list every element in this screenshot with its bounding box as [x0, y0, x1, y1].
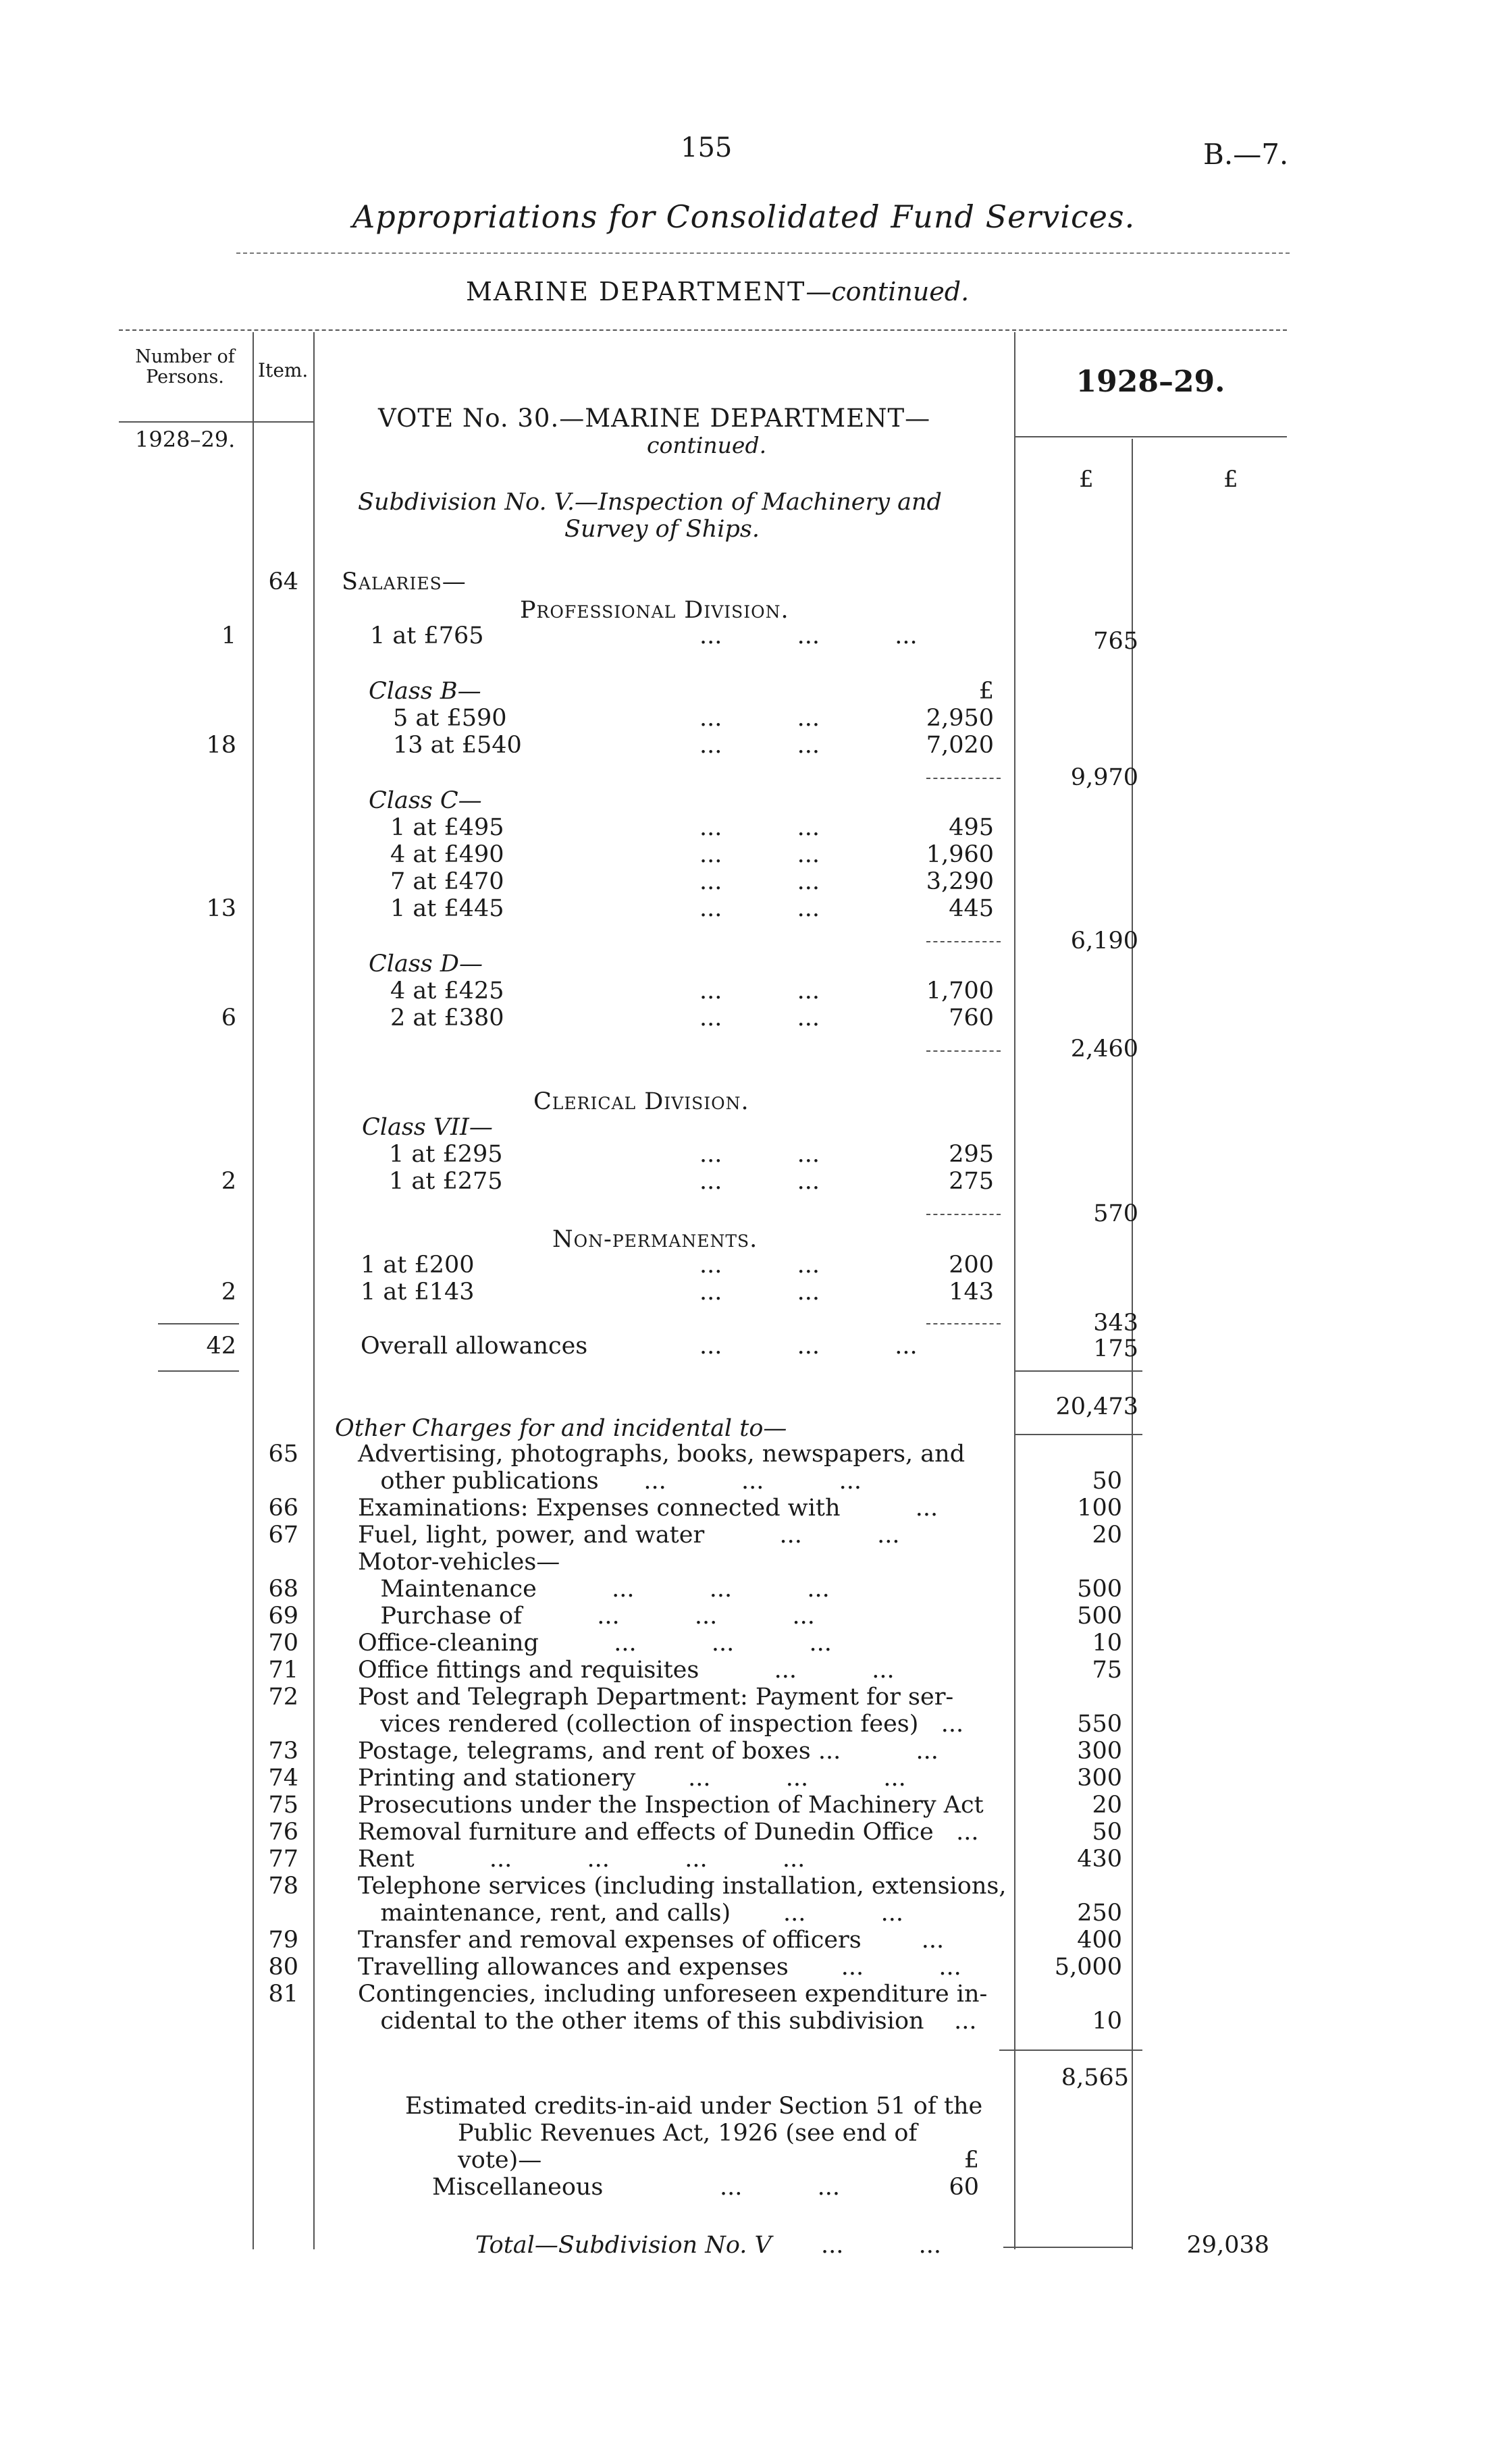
charge-item: 74	[268, 1765, 298, 1792]
persons-year-rule	[119, 421, 313, 423]
charge-item: 76	[268, 1819, 298, 1846]
department-heading	[466, 277, 969, 306]
pound-header-1: £	[1079, 466, 1094, 493]
nonperm-row-1-label: 1 at £200	[361, 1252, 475, 1279]
persons-total-rule	[158, 1323, 239, 1324]
charge-amount: 10	[1092, 2008, 1122, 2035]
persons-class-b: 18	[206, 732, 236, 759]
charge-item: 68	[268, 1576, 298, 1603]
charge-item: 75	[268, 1792, 298, 1819]
charge-item: 71	[268, 1657, 298, 1684]
subdivision-title-2: Survey of Ships.	[564, 516, 760, 543]
class-d-subtotal-rule	[926, 1050, 1001, 1052]
nonperm-subtotal-rule	[926, 1323, 1001, 1324]
charge-item: 67	[268, 1522, 298, 1549]
charge-amount: 430	[1077, 1846, 1122, 1873]
charge-item: 78	[268, 1873, 298, 1900]
class-c-row-3-dots: ... ...	[699, 868, 820, 895]
grand-total-amount: 29,038	[1186, 2232, 1269, 2259]
class-vii-row-2-amount: 275	[949, 1168, 994, 1195]
class-vii-row-1-label: 1 at £295	[389, 1141, 503, 1168]
charge-text: Office fittings and requisites ... ...	[358, 1657, 895, 1684]
charge-amount: 20	[1092, 1792, 1122, 1819]
persons-class-d: 6	[221, 1005, 236, 1032]
class-c-row-2-label: 4 at £490	[390, 841, 504, 868]
persons-nonperm: 2	[221, 1279, 236, 1306]
persons-total-underline	[158, 1370, 239, 1372]
persons-total: 42	[206, 1333, 236, 1360]
grand-total-dots: ... ...	[821, 2232, 942, 2259]
class-b-row-2-label: 13 at £540	[393, 732, 522, 759]
class-vii-row-1-dots: ... ...	[699, 1141, 820, 1168]
allowances-dots: ... ... ...	[699, 1333, 918, 1360]
charge-text: Printing and stationery ... ... ...	[358, 1765, 906, 1792]
class-b-row-1-amount: 2,950	[926, 705, 994, 732]
persons-class-vii: 2	[221, 1168, 236, 1195]
grand-total-rule	[1003, 2247, 1132, 2248]
charge-text: Telephone services (including installation, extensions,	[358, 1873, 1007, 1900]
class-vii-total: 570	[1093, 1200, 1138, 1227]
charge-text: Contingencies, including unforeseen expenditure in-	[358, 1981, 988, 2008]
charge-text: Advertising, photographs, books, newspapers, and	[358, 1441, 966, 1468]
charge-text: Purchase of ... ... ...	[358, 1603, 815, 1630]
class-c-row-3-label: 7 at £470	[390, 868, 504, 895]
charge-item: 66	[268, 1495, 298, 1522]
class-c-row-4-dots: ... ...	[699, 895, 820, 922]
charge-amount: 500	[1077, 1603, 1122, 1630]
professional-1-dots: ... ... ...	[699, 622, 918, 649]
charge-amount: 10	[1092, 1630, 1122, 1657]
salaries-total-rule	[1014, 1370, 1142, 1372]
charge-item: 69	[268, 1603, 298, 1630]
class-b-row-2-amount: 7,020	[926, 732, 994, 759]
class-d-row-1-amount: 1,700	[926, 977, 994, 1005]
class-c-row-1-amount: 495	[949, 814, 994, 841]
allowances-label: Overall allowances	[361, 1333, 588, 1360]
number-of-persons-label: Number of Persons.	[135, 346, 235, 387]
credits-line-1: Estimated credits-in-aid under Section 51 of the	[405, 2093, 983, 2120]
title-rule	[236, 252, 1290, 254]
charge-text: Office-cleaning ... ... ...	[358, 1630, 832, 1657]
class-b-row-2-dots: ... ...	[699, 732, 820, 759]
salaries-heading: Salaries—	[342, 568, 467, 595]
class-c-row-1-label: 1 at £495	[390, 814, 504, 841]
charge-item: 72	[268, 1684, 298, 1711]
class-vii-row-1-amount: 295	[949, 1141, 994, 1168]
non-permanents-heading: Non-permanents.	[552, 1226, 758, 1253]
charge-amount: 5,000	[1054, 1954, 1122, 1981]
class-b-subtotal-rule	[926, 778, 1001, 779]
department-name: MARINE DEPARTMENT	[466, 277, 806, 306]
class-d-row-2-dots: ... ...	[699, 1005, 820, 1032]
document-reference: B.—7.	[1203, 138, 1289, 171]
charge-text: Postage, telegrams, and rent of boxes ... ...	[358, 1738, 938, 1765]
grand-total-label: Total—Subdivision No. V	[475, 2232, 772, 2259]
class-b-row-1-label: 5 at £590	[393, 705, 507, 732]
charge-amount: 300	[1077, 1765, 1122, 1792]
class-d-row-1-dots: ... ...	[699, 977, 820, 1005]
nonperm-row-2-label: 1 at £143	[361, 1279, 475, 1306]
class-c-label: Class C—	[369, 787, 482, 814]
charge-amount: 20	[1092, 1522, 1122, 1549]
class-d-row-2-amount: 760	[949, 1005, 994, 1032]
charge-amount: 400	[1077, 1927, 1122, 1954]
persons-professional: 1	[221, 622, 236, 649]
item-text-divider	[313, 332, 315, 2249]
item-64: 64	[268, 568, 298, 595]
charge-text: Removal furniture and effects of Dunedin Office ...	[358, 1819, 979, 1846]
item-header: Item.	[258, 359, 309, 381]
year-header: 1928–29.	[1076, 365, 1225, 399]
other-charges-total-rule	[999, 2050, 1142, 2051]
class-c-row-2-amount: 1,960	[926, 841, 994, 868]
pound-header-2: £	[1223, 466, 1238, 493]
credits-line-2: Public Revenues Act, 1926 (see end of	[458, 2120, 918, 2147]
salaries-total: 20,473	[1055, 1393, 1138, 1420]
class-c-row-2-dots: ... ...	[699, 841, 820, 868]
clerical-division-heading: Clerical Division.	[533, 1088, 749, 1115]
year-rule	[1014, 436, 1287, 437]
charge-text: cidental to the other items of this subdivision ...	[358, 2008, 977, 2035]
charge-amount: 250	[1077, 1900, 1122, 1927]
class-d-row-2-label: 2 at £380	[390, 1005, 504, 1032]
class-d-total: 2,460	[1070, 1036, 1138, 1063]
class-c-row-4-label: 1 at £445	[390, 895, 504, 922]
miscellaneous-amount: 60	[949, 2174, 979, 2201]
charge-text: Examinations: Expenses connected with ...	[358, 1495, 938, 1522]
class-b-label: Class B—	[369, 678, 481, 705]
other-charges-heading: Other Charges for and incidental to—	[335, 1415, 787, 1442]
charge-amount: 300	[1077, 1738, 1122, 1765]
subdivision-title: Subdivision No. V.—Inspection of Machinery and	[358, 489, 942, 516]
credits-pound: £	[963, 2147, 979, 2174]
charge-text: vices rendered (collection of inspection fees) ...	[358, 1711, 964, 1738]
number-of-persons-header	[119, 347, 251, 387]
page-title: Appropriations for Consolidated Fund Services.	[352, 198, 1136, 235]
department-suffix: —continued.	[805, 277, 970, 306]
charge-item: 81	[268, 1981, 298, 2008]
professional-division-heading: Professional Division.	[520, 597, 789, 624]
class-vii-label: Class VII—	[362, 1114, 493, 1141]
charge-item: 70	[268, 1630, 298, 1657]
nonperm-row-2-amount: 143	[949, 1279, 994, 1306]
persons-year-header: 1928–29.	[135, 427, 236, 452]
charge-amount: 100	[1077, 1495, 1122, 1522]
professional-1-label: 1 at £765	[370, 622, 484, 649]
class-c-total: 6,190	[1070, 928, 1138, 955]
miscellaneous-dots: ... ...	[720, 2174, 841, 2201]
allowances-amount: 175	[1093, 1335, 1138, 1362]
salaries-total-underline	[1014, 1434, 1142, 1435]
class-b-pound: £	[978, 678, 994, 705]
vote-title: VOTE No. 30.—MARINE DEPARTMENT—	[378, 404, 931, 433]
class-vii-row-2-label: 1 at £275	[389, 1168, 503, 1195]
charge-text: other publications ... ... ...	[358, 1468, 862, 1495]
charge-item: 73	[268, 1738, 298, 1765]
charge-item: 79	[268, 1927, 298, 1954]
charge-text: Fuel, light, power, and water ... ...	[358, 1522, 900, 1549]
charge-amount: 550	[1077, 1711, 1122, 1738]
class-c-subtotal-rule	[926, 941, 1001, 942]
table-top-rule	[119, 329, 1287, 331]
miscellaneous-label: Miscellaneous	[432, 2174, 604, 2201]
class-vii-row-2-dots: ... ...	[699, 1168, 820, 1195]
charge-text: Travelling allowances and expenses ... ...	[358, 1954, 961, 1981]
class-c-row-3-amount: 3,290	[926, 868, 994, 895]
charge-amount: 50	[1092, 1819, 1122, 1846]
class-d-row-1-label: 4 at £425	[390, 977, 504, 1005]
nonperm-total: 343	[1093, 1310, 1138, 1337]
other-charges-total: 8,565	[1061, 2064, 1129, 2091]
class-b-total: 9,970	[1070, 764, 1138, 791]
charge-text: Transfer and removal expenses of officers ...	[358, 1927, 945, 1954]
class-vii-subtotal-rule	[926, 1214, 1001, 1215]
class-c-row-1-dots: ... ...	[699, 814, 820, 841]
nonperm-row-1-amount: 200	[949, 1252, 994, 1279]
credits-line-3: vote)—	[458, 2147, 542, 2174]
charge-text: Maintenance ... ... ...	[358, 1576, 830, 1603]
charge-text: Prosecutions under the Inspection of Machinery Act	[358, 1792, 984, 1819]
charge-amount: 500	[1077, 1576, 1122, 1603]
charge-text: Post and Telegraph Department: Payment for ser-	[358, 1684, 954, 1711]
charge-amount: 75	[1092, 1657, 1122, 1684]
professional-1-total: 765	[1093, 628, 1138, 655]
nonperm-row-2-dots: ... ...	[699, 1279, 820, 1306]
vote-continued: continued.	[647, 432, 767, 458]
charge-item: 80	[268, 1954, 298, 1981]
charge-amount: 50	[1092, 1468, 1122, 1495]
charge-text: Motor-vehicles—	[358, 1549, 560, 1576]
charge-item: 65	[268, 1441, 298, 1468]
page-number: 155	[681, 132, 733, 163]
class-b-row-1-dots: ... ...	[699, 705, 820, 732]
class-d-label: Class D—	[369, 950, 483, 977]
persons-class-c: 13	[206, 895, 236, 922]
nonperm-row-1-dots: ... ...	[699, 1252, 820, 1279]
class-c-row-4-amount: 445	[949, 895, 994, 922]
charge-text: maintenance, rent, and calls) ... ...	[358, 1900, 904, 1927]
charge-item: 77	[268, 1846, 298, 1873]
charge-text: Rent ... ... ... ...	[358, 1846, 805, 1873]
